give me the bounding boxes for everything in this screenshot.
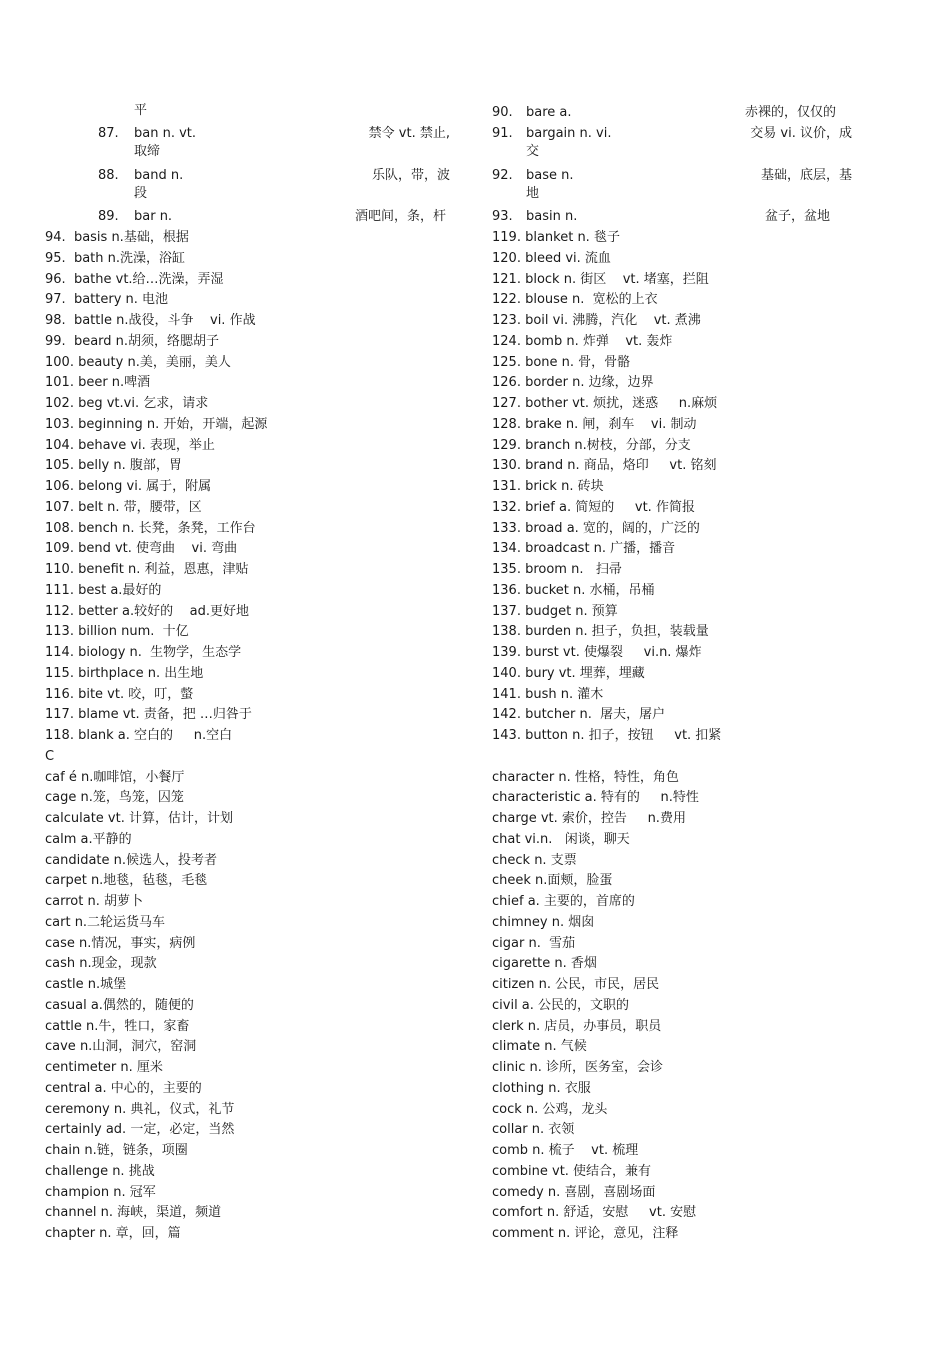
entry-word: bare a.: [526, 105, 572, 120]
vocab-entry: 121. block n. 街区 vt. 堵塞，拦阻: [492, 271, 709, 287]
vocab-entry: cage n.笼，鸟笼，囚笼: [45, 790, 184, 806]
entry-definition-cont: 段: [134, 186, 148, 201]
entry-word: bargain n. vi.: [526, 126, 612, 141]
vocab-entry: [492, 747, 912, 768]
vocab-entry: 118. blank a. 空白的 n.空白: [45, 728, 233, 743]
right-word-list: [492, 228, 912, 1245]
vocab-entry: 136. bucket n. 水桶，吊桶: [492, 582, 655, 598]
vocab-entry: clinic n. 诊所，医务室，会诊: [492, 1060, 664, 1075]
vocab-entry: 115. birthplace n. 出生地: [45, 665, 204, 681]
vocab-entry: check n. 支票: [492, 852, 577, 868]
vocab-entry: 123. boil vi. 沸腾，汽化 vt. 煮沸: [492, 313, 701, 328]
vocab-entry: case n.情况，事实，病例: [45, 935, 196, 951]
vocab-entry: 106. belong vi. 属于，附属: [45, 479, 212, 494]
vocab-entry: 107. belt n. 带，腰带，区: [45, 499, 202, 515]
entry-number: 89.: [98, 209, 119, 224]
entry-number: 87.: [98, 126, 119, 141]
entry-91: [492, 124, 852, 164]
vocab-entry: castle n.城堡: [45, 977, 127, 992]
vocab-entry: 116. bite vt. 咬，叮，螫: [45, 686, 194, 702]
entry-definition: 酒吧间，条，杆: [354, 209, 446, 224]
vocab-entry: cock n. 公鸡，龙头: [492, 1101, 608, 1117]
vocab-entry: champion n. 冠军: [45, 1184, 156, 1200]
vocab-entry: clerk n. 店员，办事员，职员: [492, 1018, 662, 1034]
vocab-entry: 137. budget n. 预算: [492, 603, 618, 619]
vocab-entry: 140. bury vt. 埋葬，埋藏: [492, 665, 645, 681]
vocab-entry: 105. belly n. 腹部，胃: [45, 458, 182, 474]
vocab-entry: 113. billion num. 十亿: [45, 624, 189, 640]
vocab-entry: 127. bother vt. 烦扰，迷惑 n.麻烦: [492, 396, 718, 411]
vocab-entry: citizen n. 公民，市民，居民: [492, 977, 660, 992]
entry-92: [492, 166, 852, 206]
vocab-entry: 95. bath n.洗澡，浴缸: [45, 250, 185, 266]
vocab-entry: caf é n.咖啡馆，小餐厅: [45, 769, 185, 785]
vocab-entry: comfort n. 舒适，安慰 vt. 安慰: [492, 1205, 697, 1221]
vocab-entry: cave n.山洞，洞穴，窑洞: [45, 1039, 197, 1055]
vocab-entry: 120. bleed vi. 流血: [492, 250, 611, 266]
vocab-entry: certainly ad. 一定，必定，当然: [45, 1122, 235, 1138]
vocab-entry: 109. bend vt. 使弯曲 vi. 弯曲: [45, 541, 238, 557]
entry-definition-cont: 交: [526, 144, 540, 159]
vocab-entry: 119. blanket n. 毯子: [492, 230, 620, 245]
entry-definition: 乐队，带，波: [371, 168, 450, 183]
vocab-entry: 130. brand n. 商品，烙印 vt. 铭刻: [492, 458, 717, 474]
entry-number: 88.: [98, 168, 119, 183]
vocab-entry: C: [45, 748, 55, 764]
entry-word: bar n.: [134, 209, 173, 224]
vocab-entry: 125. bone n. 骨，骨骼: [492, 354, 631, 370]
vocab-entry: 98. battle n.战役，斗争 vi. 作战: [45, 313, 256, 328]
vocab-entry: cart n.二轮运货马车: [45, 914, 166, 930]
vocab-entry: chief a. 主要的，首席的: [492, 894, 635, 909]
vocab-entry: 133. broad a. 宽的，阔的，广泛的: [492, 520, 700, 536]
vocab-entry: comment n. 评论，意见，注释: [492, 1226, 679, 1241]
right-column: [492, 228, 912, 1245]
vocab-entry: 134. broadcast n. 广播，播音: [492, 541, 676, 557]
vocab-entry: candidate n.候选人，投考者: [45, 852, 218, 868]
entry-93: [492, 207, 830, 227]
vocab-entry: casual a.偶然的，随便的: [45, 997, 194, 1013]
vocab-entry: 94. basis n.基础，根据: [45, 230, 189, 245]
vocab-entry: ceremony n. 典礼，仪式，礼节: [45, 1101, 235, 1117]
vocab-entry: chapter n. 章，回，篇: [45, 1226, 181, 1241]
entry-definition-cont: 取缔: [134, 144, 161, 159]
vocab-entry: climate n. 气候: [492, 1039, 587, 1055]
vocab-entry: 102. beg vt.vi. 乞求，请求: [45, 396, 209, 411]
vocab-entry: calm a.平静的: [45, 831, 132, 847]
entry-definition: 交易 vi. 议价，成: [750, 126, 852, 141]
vocab-entry: 128. brake n. 闸，刹车 vi. 制动: [492, 416, 697, 432]
vocab-entry: central a. 中心的，主要的: [45, 1080, 202, 1096]
vocab-entry: 138. burden n. 担子，负担，装载量: [492, 624, 709, 640]
vocab-entry: 99. beard n.胡须，络腮胡子: [45, 333, 220, 349]
vocab-entry: 103. beginning n. 开始，开端，起源: [45, 416, 268, 432]
vocab-entry: calculate vt. 计算，估计，计划: [45, 811, 233, 826]
vocab-entry: 101. beer n.啤酒: [45, 375, 151, 391]
entry-number: 90.: [492, 105, 513, 120]
entry-90: [492, 103, 836, 123]
vocab-entry: 117. blame vt. 责备，把 …归咎于: [45, 707, 252, 723]
vocab-entry: carrot n. 胡萝卜: [45, 894, 143, 909]
continuation-char: 平: [134, 103, 148, 118]
entry-88: [98, 166, 450, 206]
vocab-entry: 114. biology n. 生物学，生态学: [45, 645, 242, 660]
entry-word: basin n.: [526, 209, 578, 224]
vocab-entry: cattle n.牛，牲口，家畜: [45, 1018, 190, 1034]
vocab-entry: 139. burst vt. 使爆裂 vi.n. 爆炸: [492, 645, 702, 660]
vocab-entry: civil a. 公民的，文职的: [492, 997, 630, 1013]
vocab-entry: 142. butcher n. 屠夫，屠户: [492, 707, 666, 723]
vocab-entry: cigar n. 雪茄: [492, 935, 576, 951]
vocab-entry: characteristic a. 特有的 n.特性: [492, 790, 699, 806]
vocab-entry: 104. behave vi. 表现，举止: [45, 437, 215, 453]
vocab-entry: cheek n.面颊，脸蛋: [492, 873, 613, 889]
entry-definition-cont: 地: [526, 186, 540, 201]
vocab-entry: combine vt. 使结合，兼有: [492, 1163, 652, 1179]
left-column: [45, 228, 465, 1245]
vocab-entry: chat vi.n. 闲谈，聊天: [492, 831, 630, 847]
vocab-entry: 100. beauty n.美，美丽，美人: [45, 354, 231, 370]
vocab-entry: 122. blouse n. 宽松的上衣: [492, 292, 658, 308]
entry-word: ban n. vt.: [134, 126, 197, 141]
vocab-entry: challenge n. 挑战: [45, 1163, 155, 1179]
entry-word: base n.: [526, 168, 574, 183]
vocab-entry: 124. bomb n. 炸弹 vt. 轰炸: [492, 333, 673, 349]
entry-definition: 赤裸的，仅仅的: [744, 105, 836, 120]
vocab-entry: 110. benefit n. 利益，恩惠，津贴: [45, 562, 249, 577]
vocab-entry: channel n. 海峡，渠道，频道: [45, 1205, 222, 1221]
entry-number: 93.: [492, 209, 513, 224]
vocab-entry: chimney n. 烟囱: [492, 914, 595, 930]
vocab-entry: comb n. 梳子 vt. 梳理: [492, 1143, 639, 1158]
vocab-entry: 135. broom n. 扫帚: [492, 562, 622, 577]
entry-87: [98, 124, 450, 164]
entry-number: 91.: [492, 126, 513, 141]
vocab-entry: 126. border n. 边缘，边界: [492, 375, 654, 391]
vocab-entry: cash n.现金，现款: [45, 956, 157, 972]
entry-word: band n.: [134, 168, 184, 183]
left-word-list: [45, 228, 465, 1245]
entry-definition: 盆子，盆地: [764, 209, 830, 224]
vocab-entry: 111. best a.最好的: [45, 582, 162, 598]
vocab-entry: charge vt. 索价，控告 n.费用: [492, 811, 686, 826]
vocab-entry: 112. better a.较好的 ad.更好地: [45, 603, 249, 619]
vocab-entry: chain n.链，链条，项圈: [45, 1143, 188, 1158]
vocab-entry: 131. brick n. 砖块: [492, 479, 604, 494]
vocab-entry: 96. bathe vt.给…洗澡，弄湿: [45, 271, 224, 287]
entry-89: [98, 207, 446, 227]
vocab-entry: comedy n. 喜剧，喜剧场面: [492, 1184, 656, 1200]
vocab-entry: character n. 性格，特性，角色: [492, 769, 679, 785]
vocab-entry: carpet n.地毯，毡毯，毛毯: [45, 873, 208, 889]
vocab-entry: clothing n. 衣服: [492, 1080, 591, 1096]
vocab-entry: 108. bench n. 长凳，条凳，工作台: [45, 520, 256, 536]
entry-definition: 禁令 vt. 禁止,: [368, 126, 450, 141]
vocab-entry: 132. brief a. 简短的 vt. 作简报: [492, 499, 695, 515]
vocab-entry: 141. bush n. 灌木: [492, 686, 604, 702]
vocab-entry: collar n. 衣领: [492, 1122, 575, 1138]
vocab-entry: cigarette n. 香烟: [492, 956, 597, 972]
entry-number: 92.: [492, 168, 513, 183]
vocab-entry: 129. branch n.树枝，分部，分支: [492, 437, 691, 453]
vocab-entry: centimeter n. 厘米: [45, 1060, 163, 1075]
entry-definition: 基础，底层，基: [760, 168, 852, 183]
vocab-entry: 143. button n. 扣子，按钮 vt. 扣紧: [492, 728, 722, 743]
vocab-entry: 97. battery n. 电池: [45, 292, 169, 308]
